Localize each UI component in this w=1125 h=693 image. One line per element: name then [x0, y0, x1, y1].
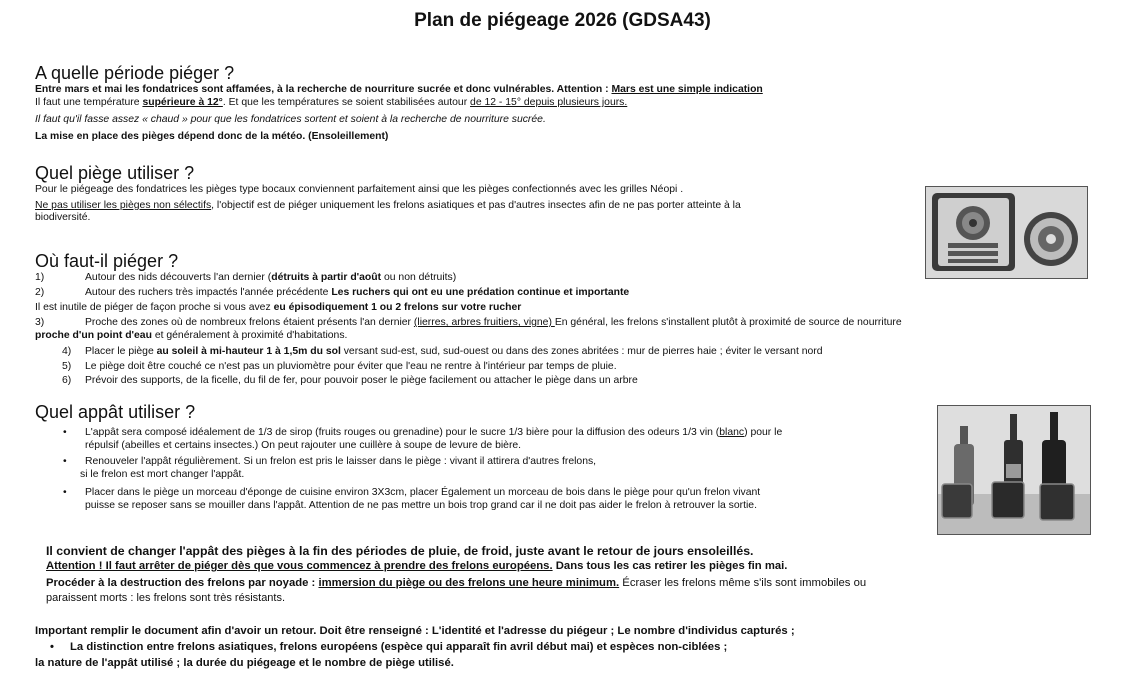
- advice-line-2: Attention ! Il faut arrêter de piéger dès que vous commencez à prendre des frelons européens. Dans tous les cas retirer les pièges fin mai.: [46, 560, 788, 572]
- where-num-6: 6): [62, 375, 72, 386]
- where-note: Il est inutile de piéger de façon proche si vous avez eu épisodiquement 1 ou 2 frelons sur votre rucher: [35, 302, 522, 313]
- period-line-1: Entre mars et mai les fondatrices sont affamées, à la recherche de nourriture sucrée et donc vulnérables. Attention : Mars est une simple indication: [35, 84, 763, 95]
- bait-item-3: Placer dans le piège un morceau d'éponge de cuisine environ 3X3cm, placer Également un morceau de bois dans le piège pour qu'un frelon vivant: [85, 487, 761, 498]
- where-item-2: Autour des ruchers très impactés l'année précédente Les ruchers qui ont eu une prédation continue et importante: [85, 287, 630, 298]
- report-bullet: •: [50, 641, 54, 653]
- where-num-1: 1): [35, 272, 45, 283]
- period-line-4: La mise en place des pièges dépend donc de la météo. (Ensoleillement): [35, 131, 389, 142]
- bait-item-2-cont: si le frelon est mort changer l'appât.: [80, 469, 245, 480]
- bait-bullet-3: •: [63, 487, 67, 498]
- period-line-2: Il faut une température supérieure à 12°. Et que les températures se soient stabilisées autour de 12 - 15° depuis plusieurs jours.: [35, 97, 628, 108]
- section-heading-trap: Quel piège utiliser ?: [35, 163, 195, 183]
- trap-line-1: Pour le piégeage des fondatrices les pièges type bocaux conviennent parfaitement ainsi que les pièges confectionnés avec les grilles Néopi .: [35, 184, 684, 195]
- advice-line-1: Il convient de changer l'appât des pièges à la fin des périodes de pluie, de froid, juste avant le retour de jours ensoleillés.: [46, 544, 754, 558]
- advice-line-4: paraissent morts : les frelons sont très résistants.: [46, 592, 286, 604]
- bait-item-3-cont: puisse se reposer sans se mouiller dans l'appât. Attention de ne pas mettre un bois trop grand car il ne doit pas aider le frelon à retrouver la sortie.: [85, 500, 757, 511]
- section-heading-bait: Quel appât utiliser ?: [35, 402, 196, 422]
- bait-bullet-1: •: [63, 427, 67, 438]
- where-item-6: Prévoir des supports, de la ficelle, du fil de fer, pour pouvoir poser le piège facilement ou attacher le piège dans un arbre: [85, 375, 638, 386]
- where-num-3: 3): [35, 317, 45, 328]
- section-heading-period: A quelle période piéger ?: [35, 63, 235, 83]
- bait-item-2: Renouveler l'appât régulièrement. Si un frelon est pris le laisser dans le piège : vivant il attirera d'autres frelons,: [85, 456, 597, 467]
- section-heading-where: Où faut-il piéger ?: [35, 251, 179, 271]
- neopi-trap-photo: [925, 186, 1088, 279]
- period-line-3: Il faut qu'il fasse assez « chaud » pour que les fondatrices sortent et soient à la recherche de nourriture sucrée.: [35, 114, 546, 125]
- where-item-5: Le piège doit être couché ce n'est pas un pluviomètre pour éviter que l'eau ne rentre à l'intérieur par temps de pluie.: [85, 361, 617, 372]
- report-line-1: Important remplir le document afin d'avoir un retour. Doit être renseigné : L'identité et l'adresse du piégeur ; Le nombre d'individus capturés ;: [35, 625, 795, 637]
- bait-bottles-photo: [937, 405, 1091, 535]
- where-num-4: 4): [62, 346, 72, 357]
- page-title: Plan de piégeage 2026 (GDSA43): [414, 10, 711, 31]
- trap-line-3: biodiversité.: [35, 212, 91, 223]
- trap-line-2: Ne pas utiliser les pièges non sélectifs, l'objectif est de piéger uniquement les frelons asiatiques et pas d'autres insectes afin de ne pas porter atteinte à la: [35, 200, 741, 211]
- where-num-5: 5): [62, 361, 72, 372]
- where-item-3-cont: proche d'un point d'eau et généralement à proximité d'habitations.: [35, 330, 348, 341]
- report-line-3: la nature de l'appât utilisé ; la durée du piégeage et le nombre de piège utilisé.: [35, 657, 454, 669]
- report-line-2: La distinction entre frelons asiatiques, frelons européens (espèce qui apparaît fin avril début mai) et espèces non-ciblées ;: [70, 641, 728, 653]
- where-item-4: Placer le piège au soleil à mi-hauteur 1 à 1,5m du sol versant sud-est, sud, sud-ouest ou dans des zones abritées : mur de pierres haie ; éviter le versant nord: [85, 346, 823, 357]
- bait-item-1-cont: répulsif (abeilles et certains insectes.) On peut rajouter une cuillère à soupe de levure de bière.: [85, 440, 522, 451]
- advice-line-3: Procéder à la destruction des frelons par noyade : immersion du piège ou des frelons une heure minimum. Écraser les frelons même s'ils sont immobiles ou: [46, 577, 867, 589]
- bait-bullet-2: •: [63, 456, 67, 467]
- where-num-2: 2): [35, 287, 45, 298]
- where-item-3: Proche des zones où de nombreux frelons étaient présents l'an dernier (lierres, arbres fruitiers, vigne) En général, les frelons s'installent plutôt à proximité de source de nourriture: [85, 317, 902, 328]
- where-item-1: Autour des nids découverts l'an dernier (détruits à partir d'août ou non détruits): [85, 272, 457, 283]
- bait-item-1: L'appât sera composé idéalement de 1/3 de sirop (fruits rouges ou grenadine) pour le sucre 1/3 bière pour la diffusion des odeurs 1/3 vin (blanc) pour le: [85, 427, 783, 438]
